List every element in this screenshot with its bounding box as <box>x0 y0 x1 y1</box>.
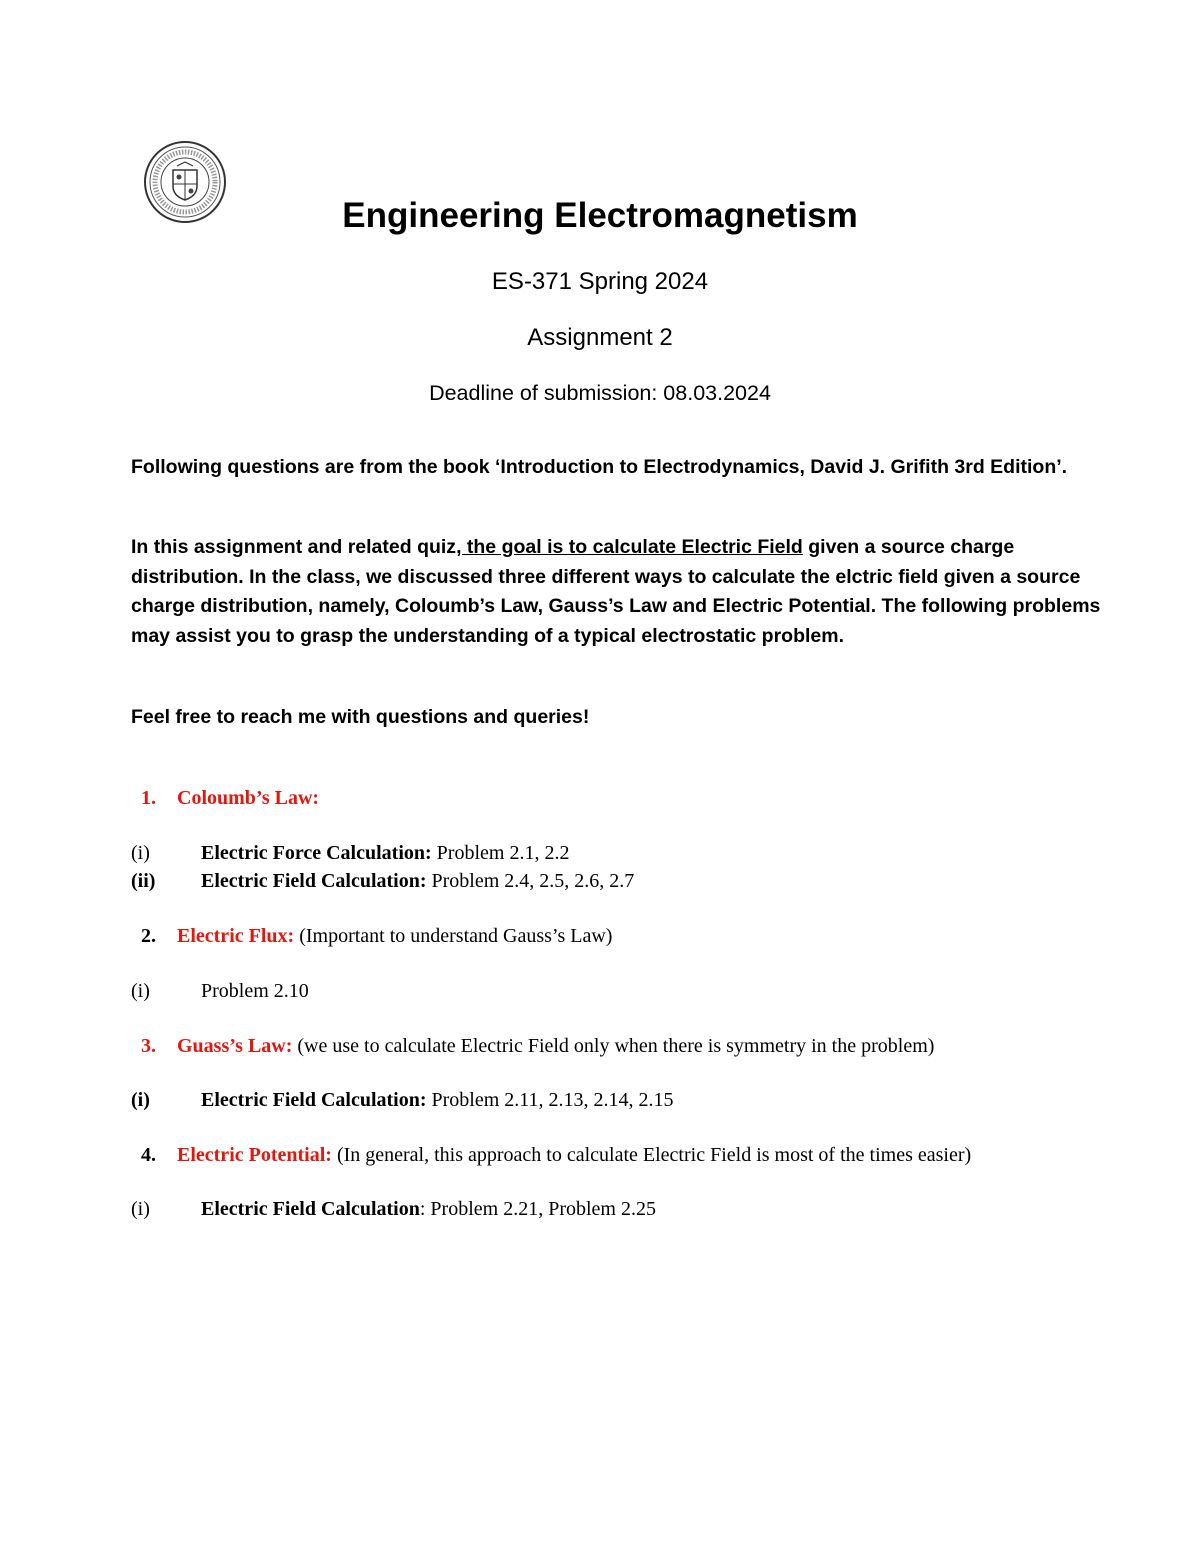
assignment-number: Assignment 2 <box>527 324 673 351</box>
item-roman: (i) <box>131 980 150 1002</box>
section-number: 1. <box>141 787 156 809</box>
list-item <box>131 1089 674 1112</box>
item-label: Electric Field Calculation: <box>201 870 427 892</box>
goal-text-start: In this assignment and related quiz <box>131 536 457 558</box>
section-coulombs-law <box>131 787 319 810</box>
section-heading: Electric Potential: <box>177 1144 332 1166</box>
list-item <box>131 842 569 865</box>
submission-deadline: Deadline of submission: 08.03.2024 <box>429 381 771 405</box>
goal-text-rest: given a source charge distribution. In the class, we discussed three different ways to calculate the elctric field given a source charge distribution, namely, Coloumb’s Law, Gauss’s Law and Electric Potential. The following problems may assist you to grasp the understanding of a typical electrostatic problem. <box>131 536 1101 647</box>
section-number: 3. <box>141 1035 156 1057</box>
section-number: 2. <box>141 925 156 947</box>
book-source-note: Following questions are from the book ‘Introduction to Electrodynamics, David J. Grifith 3rd Edition’. <box>131 456 1068 478</box>
list-item <box>131 870 634 893</box>
item-label: Electric Field Calculation <box>201 1198 420 1220</box>
item-roman: (i) <box>131 842 150 864</box>
item-roman: (i) <box>131 1198 150 1220</box>
course-code: ES-371 Spring 2024 <box>491 268 709 295</box>
item-text: Problem 2.1, 2.2 <box>431 842 570 864</box>
item-text: : Problem 2.21, Problem 2.25 <box>419 1198 656 1220</box>
item-label: Electric Field Calculation: <box>201 1089 427 1111</box>
section-note: (we use to calculate Electric Field only when there is symmetry in the problem) <box>292 1035 935 1057</box>
assignment-goal-paragraph <box>131 533 1121 651</box>
section-note: (Important to understand Gauss’s Law) <box>294 925 613 947</box>
section-note: (In general, this approach to calculate Electric Field is most of the times easier) <box>331 1144 972 1166</box>
item-text: Problem 2.4, 2.5, 2.6, 2.7 <box>426 870 635 892</box>
item-roman: (i) <box>131 1089 150 1111</box>
section-electric-flux <box>131 925 612 948</box>
item-text: Problem 2.10 <box>201 980 309 1002</box>
item-text: Problem 2.11, 2.13, 2.14, 2.15 <box>426 1089 674 1111</box>
contact-note: Feel free to reach me with questions and queries! <box>131 706 590 728</box>
document-title: Engineering Electromagnetism <box>342 196 858 235</box>
item-label: Electric Force Calculation: <box>201 842 432 864</box>
section-heading: Electric Flux: <box>177 925 295 947</box>
list-item <box>131 1198 656 1221</box>
section-number: 4. <box>141 1144 156 1166</box>
item-roman: (ii) <box>131 870 156 892</box>
list-item <box>131 980 309 1003</box>
section-heading: Guass’s Law: <box>177 1035 293 1057</box>
goal-emphasis: , the goal is to calculate Electric Field <box>456 536 803 558</box>
section-gauss-law <box>131 1035 934 1058</box>
section-electric-potential <box>131 1144 971 1167</box>
section-heading: Coloumb’s Law: <box>177 787 320 809</box>
